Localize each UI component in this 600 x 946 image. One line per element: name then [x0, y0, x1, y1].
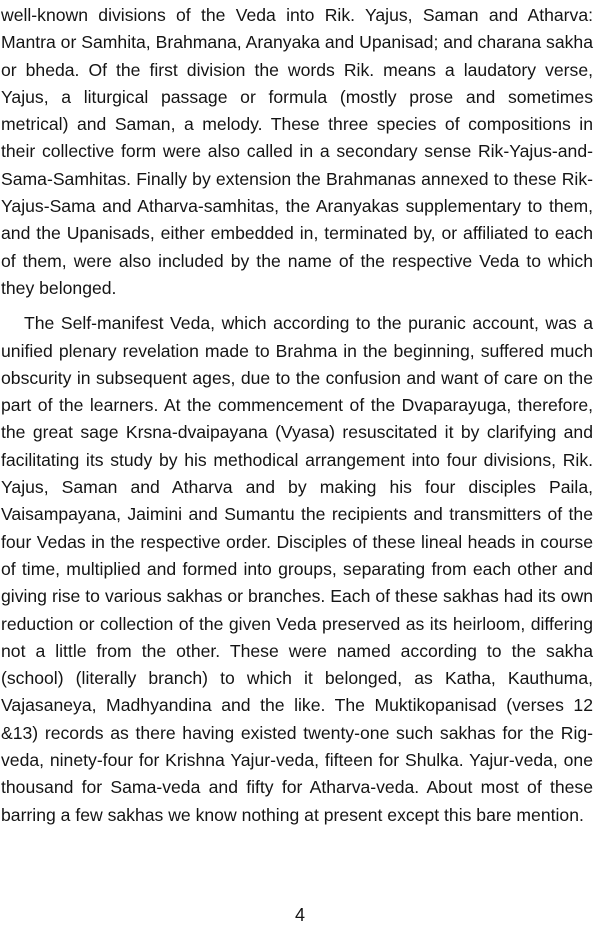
- paragraph-self-manifest-veda: The Self-manifest Veda, which according to the puranic account, was a unified plenary revelation made to Brahma in the beginning, suffered much obscurity in subsequent ages, due to the confusion and want of care on the part of the learners. At the commencement of the Dvaparayuga, therefore, the great sage Krsna-dvaipayana (Vyasa) resuscitated it by clarifying and facilitating its study by his methodical arrangement into four divisions, Rik. Yajus, Saman and Atharva and by making his four disciples Paila, Vaisampayana, Jaimini and Sumantu the recipients and transmitters of the four Vedas in the respective order. Disciples of these lineal heads in course of time, multiplied and formed into groups, separating from each other and giving rise to various sakhas or branches. Each of these sakhas had its own reduction or collection of the given Veda preserved as its heirloom, differing not a little from the other. These were named according to the sakha (school) (literally branch) to which it belonged, as Katha, Kauthuma, Vajasaneya, Madhyandina and the like. The Muktikopanisad (verses 12 &13) records as there having existed twenty-one such sakhas for the Rig-veda, ninety-four for Krishna Yajur-veda, fifteen for Shulka. Yajur-veda, one thousand for Sama-veda and fifty for Atharva-veda. About most of these barring a few sakhas we know nothing at present except this bare mention.: [1, 313, 593, 825]
- page-number: 4: [294, 905, 305, 925]
- paragraph-vedic-divisions: well-known divisions of the Veda into Rik. Yajus, Saman and Atharva: Mantra or Samhita, Brahmana, Aranyaka and Upanisad; and charana sakha or bheda. Of the first division the words Rik. means a laudatory verse, Yajus, a liturgical passage or formula (mostly prose and sometimes metrical) and Saman, a melody. These three species of compositions in their collective form were also called in a secondary sense Rik-Yajus-and-Sama-Samhitas. Finally by extension the Brahmanas annexed to these Rik-Yajus-Sama and Atharva-samhitas, the Aranyakas supplementary to them, and the Upanisads, either embedded in, terminated by, or affiliated to each of them, were also included by the name of the respective Veda to which they belonged.: [1, 5, 593, 298]
